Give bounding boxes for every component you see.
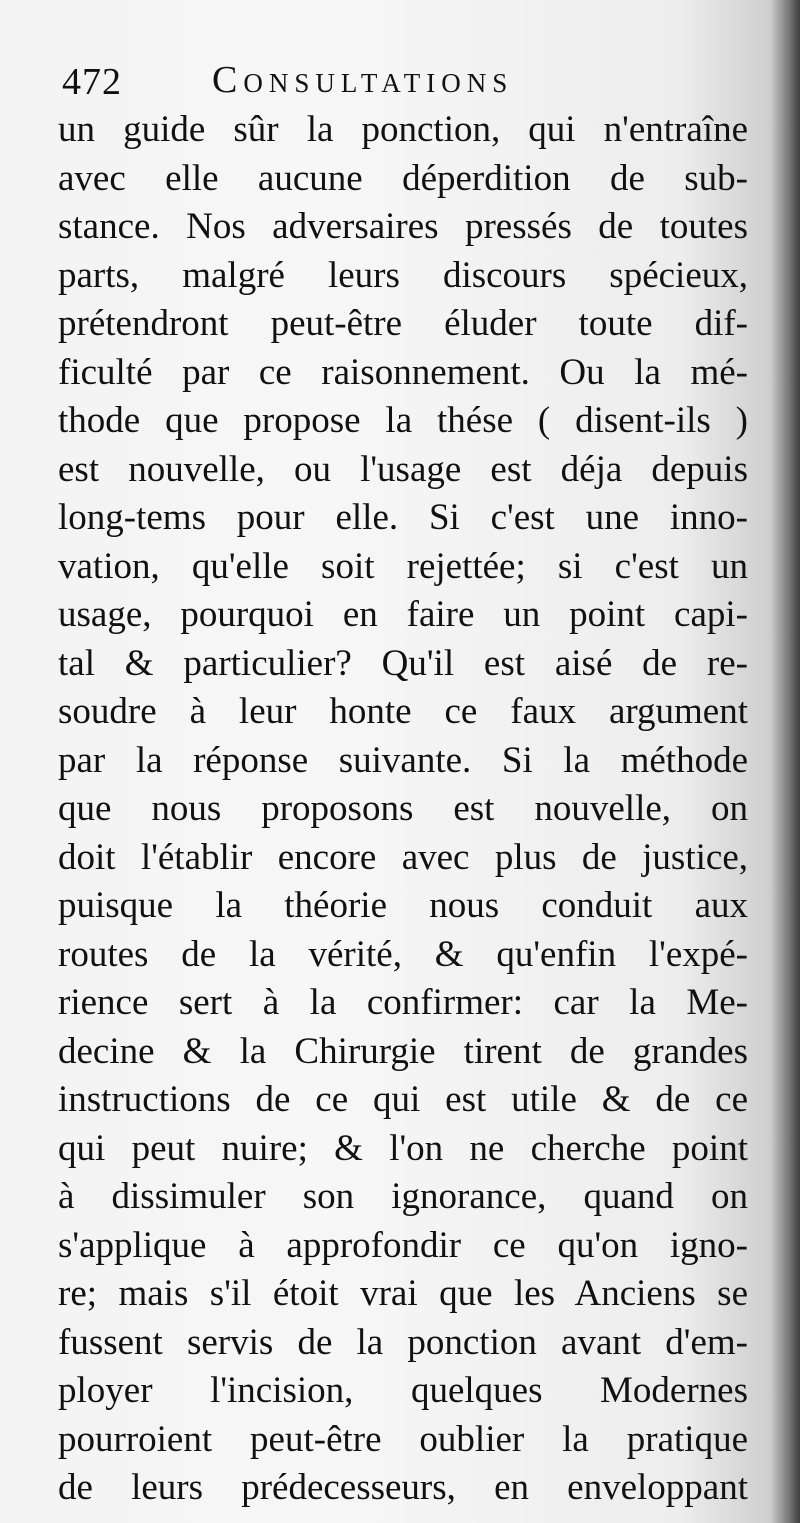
text-line: routes de la vérité, & qu'enfin l'expé- <box>58 933 748 975</box>
text-line: vation, qu'elle soit rejettée; si c'est un <box>58 545 748 587</box>
text-line: long-tems pour elle. Si c'est une inno- <box>58 497 748 538</box>
text-line: stance. Nos adversaires pressés de toutes <box>58 206 748 247</box>
text-line: par la réponse suivante. Si la méthode <box>58 739 748 781</box>
text-line: est nouvelle, ou l'usage est déja depuis <box>58 448 748 490</box>
text-line: tal & particulier? Qu'il est aisé de re- <box>58 642 748 684</box>
text-line: un guide sûr la ponction, qui n'entraîne <box>58 109 748 150</box>
page-number: 472 <box>62 61 122 103</box>
text-line: prétendront peut-être éluder toute dif- <box>58 303 748 344</box>
text-line: puisque la théorie nous conduit aux <box>58 885 748 926</box>
text-line: fussent servis de la ponction avant d'em- <box>58 1321 748 1363</box>
text-line: pourroient peut-être oublier la pratique <box>58 1418 748 1460</box>
text-line: thode que propose la thése ( disent-ils ) <box>58 400 748 441</box>
text-line: re; mais s'il étoit vrai que les Anciens se <box>58 1273 748 1314</box>
text-line: qui peut nuire; & l'on ne cherche point <box>58 1127 748 1169</box>
text-line: ficulté par ce raisonnement. Ou la mé- <box>58 351 748 393</box>
text-line: parts, malgré leurs discours spécieux, <box>58 254 748 296</box>
text-line: rience sert à la confirmer: car la Me- <box>58 982 748 1023</box>
text-line: à dissimuler son ignorance, quand on <box>58 1176 748 1217</box>
text-line: doit l'établir encore avec plus de justice, <box>58 836 748 878</box>
text-line: usage, pourquoi en faire un point capi- <box>58 594 748 635</box>
body-text <box>58 106 748 1513</box>
page-header <box>62 52 752 112</box>
text-line: ployer l'incision, quelques Modernes <box>58 1370 748 1411</box>
text-line: instructions de ce qui est utile & de ce <box>58 1079 748 1120</box>
text-line: que nous proposons est nouvelle, on <box>58 788 748 829</box>
text-line: decine & la Chirurgie tirent de grandes <box>58 1030 748 1072</box>
running-head: Consultations <box>212 59 514 101</box>
text-line: soudre à leur honte ce faux argument <box>58 691 748 732</box>
text-line: s'applique à approfondir ce qu'on igno- <box>58 1224 748 1266</box>
text-line: de leurs prédecesseurs, en enveloppant <box>58 1467 748 1508</box>
text-line: avec elle aucune déperdition de sub- <box>58 157 748 199</box>
